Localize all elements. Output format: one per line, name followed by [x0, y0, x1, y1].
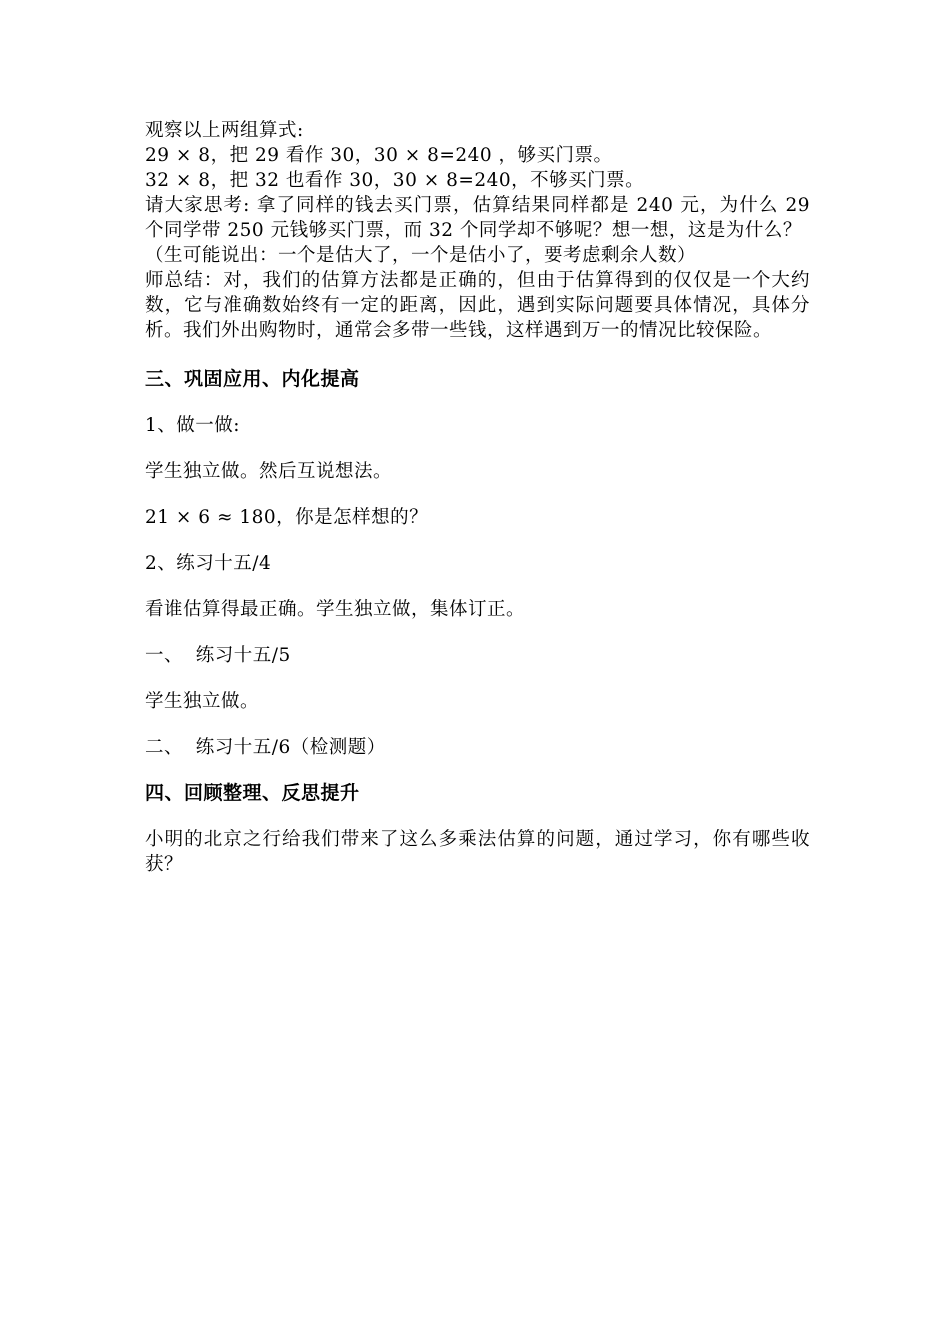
- student-answer-line: （生可能说出：一个是估大了，一个是估小了，要考虑剩余人数）: [145, 245, 697, 266]
- calc-line-29: 29 × 8，把 29 看作 30，30 × 8=240 ，够买门票。: [145, 145, 613, 166]
- exercise-1-question: 21 × 6 ≈ 180，你是怎样想的？: [145, 507, 429, 528]
- exercise-1-text: 学生独立做。然后互说想法。: [145, 461, 393, 482]
- observe-line: 观察以上两组算式:: [145, 120, 304, 141]
- calc-line-32: 32 × 8，把 32 也看作 30，30 × 8=240，不够买门票。: [145, 170, 645, 191]
- exercise-4-title: 二、 练习十五/6（检测题）: [145, 737, 386, 758]
- exercise-1-title: 1、做一做:: [145, 415, 241, 436]
- exercise-2-title: 2、练习十五/4: [145, 553, 272, 574]
- think-paragraph: 请大家思考: 拿了同样的钱去买门票，估算结果同样都是 240 元，为什么 29 个同学带 250 元钱够买门票，而 32 个同学却不够呢？想一想，这是为什么？: [145, 195, 810, 241]
- section-3-heading: 三、巩固应用、内化提高: [145, 368, 360, 390]
- section-4-heading: 四、回顾整理、反思提升: [145, 782, 360, 804]
- reflection-paragraph: 小明的北京之行给我们带来了这么多乘法估算的问题，通过学习，你有哪些收获？: [145, 829, 810, 875]
- teacher-summary-paragraph: 师总结：对，我们的估算方法都是正确的，但由于估算得到的仅仅是一个大约数，它与准确数始终有一定的距离，因此，遇到实际问题要具体情况，具体分析。我们外出购物时，通常会多带一些钱，这样遇到万一的情况比较保险。: [145, 270, 810, 341]
- exercise-3-text: 学生独立做。: [145, 691, 260, 712]
- document-page: [145, 118, 810, 877]
- exercise-3-title: 一、 练习十五/5: [145, 645, 291, 666]
- exercise-2-text: 看谁估算得最正确。学生独立做，集体订正。: [145, 599, 526, 620]
